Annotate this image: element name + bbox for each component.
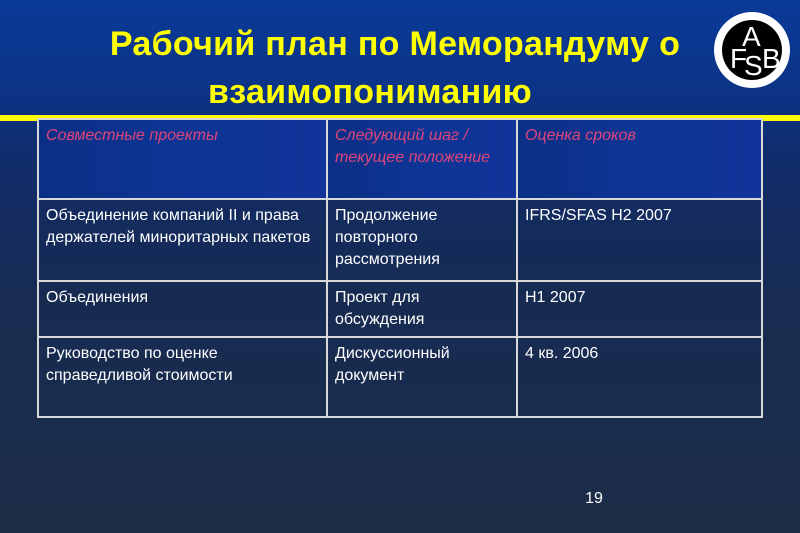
slide-title-line-2: взаимопониманию <box>208 73 532 111</box>
slide-title <box>0 20 800 116</box>
table-cell-project: Объединения <box>38 281 327 337</box>
table-cell-timing: IFRS/SFAS H2 2007 <box>517 199 762 281</box>
work-plan-table <box>37 118 763 418</box>
table-cell-status: Продолжение повторного рассмотрения <box>327 199 517 281</box>
logo-letter-s: S <box>744 50 763 81</box>
fasb-logo <box>714 12 790 88</box>
table-cell-project: Руководство по оценке справедливой стоимости <box>38 337 327 417</box>
header-timing-estimate: Оценка сроков <box>517 119 762 199</box>
table-row <box>38 337 762 417</box>
logo-letter-b: B <box>762 43 781 74</box>
header-joint-projects: Совместные проекты <box>38 119 327 199</box>
table-cell-project: Объединение компаний II и права держателей миноритарных пакетов <box>38 199 327 281</box>
logo-letter-a: A <box>742 21 761 52</box>
table-cell-status: Дискуссионный документ <box>327 337 517 417</box>
table-header-row <box>38 119 762 199</box>
table-cell-timing: H1 2007 <box>517 281 762 337</box>
table-row <box>38 199 762 281</box>
logo-letter-f: F <box>730 43 748 74</box>
table-cell-timing: 4 кв. 2006 <box>517 337 762 417</box>
table-cell-status: Проект для обсуждения <box>327 281 517 337</box>
header-next-step: Следующий шаг / текущее положение <box>327 119 517 199</box>
table-row <box>38 281 762 337</box>
slide-title-line-1: Рабочий план по Меморандуму о <box>109 25 681 63</box>
slide-number: 19 <box>585 490 603 507</box>
